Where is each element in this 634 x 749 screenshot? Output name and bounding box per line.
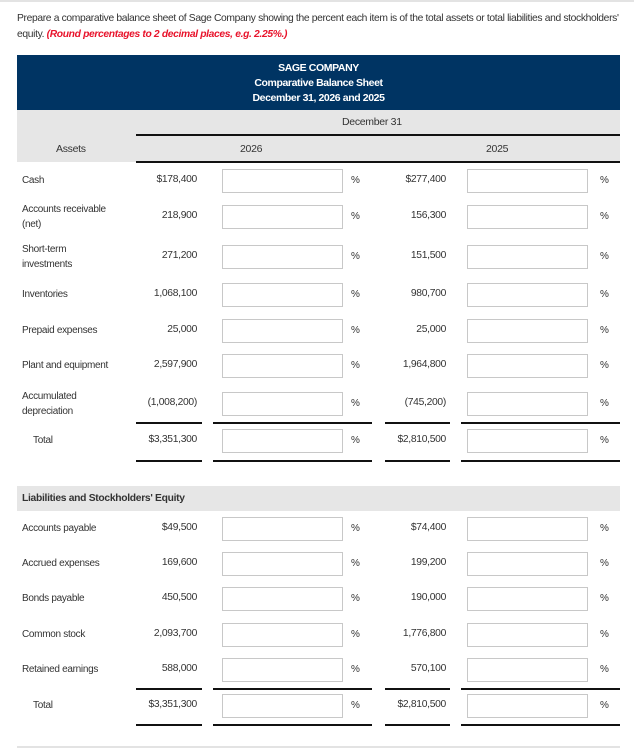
underline <box>385 724 450 726</box>
underline <box>136 460 202 462</box>
underline <box>461 724 620 726</box>
amount-2026: 2,597,900 <box>153 359 197 370</box>
row-label: Total <box>33 700 53 711</box>
percent-input-2026[interactable] <box>222 169 343 193</box>
row-label: Prepaid expenses <box>22 325 98 336</box>
statement-title: Comparative Balance Sheet <box>254 77 383 89</box>
underline <box>213 422 372 424</box>
percent-input-2026[interactable] <box>222 354 343 378</box>
percent-sign: % <box>600 175 609 186</box>
amount-2025: 199,200 <box>410 557 446 568</box>
percent-input-2025[interactable] <box>467 552 588 576</box>
percent-sign: % <box>351 523 360 534</box>
amount-2026: 169,600 <box>161 557 197 568</box>
amount-2026: $178,400 <box>156 174 197 185</box>
percent-sign: % <box>600 523 609 534</box>
percent-input-2026[interactable] <box>222 694 343 718</box>
table-row <box>0 514 634 544</box>
table-row <box>0 242 634 272</box>
percent-sign: % <box>600 435 609 446</box>
amount-2025: 1,964,800 <box>402 359 446 370</box>
percent-input-2026[interactable] <box>222 283 343 307</box>
divider <box>0 0 634 2</box>
percent-input-2025[interactable] <box>467 205 588 229</box>
percent-input-2025[interactable] <box>467 694 588 718</box>
row-label: Bonds payable <box>22 593 85 604</box>
row-label: Accounts receivable (net) <box>22 204 106 230</box>
underline <box>213 460 372 462</box>
underline <box>461 688 620 690</box>
amount-2025: $74,400 <box>410 522 446 533</box>
percent-input-2026[interactable] <box>222 245 343 269</box>
underline <box>385 460 450 462</box>
year-2026-heading: 2026 <box>240 143 263 155</box>
percent-input-2026[interactable] <box>222 658 343 682</box>
amount-2025: 1,776,800 <box>402 628 446 639</box>
amount-2026: 1,068,100 <box>153 288 197 299</box>
amount-2026: $3,351,300 <box>148 699 197 710</box>
percent-input-2026[interactable] <box>222 552 343 576</box>
column-group-label: December 31 <box>342 116 402 128</box>
percent-sign: % <box>351 700 360 711</box>
table-row <box>0 316 634 346</box>
percent-input-2025[interactable] <box>467 658 588 682</box>
percent-input-2025[interactable] <box>467 623 588 647</box>
table-row <box>0 620 634 650</box>
amount-2026: 2,093,700 <box>153 628 197 639</box>
underline <box>461 422 620 424</box>
table-row <box>0 351 634 381</box>
underline <box>213 688 372 690</box>
row-label: Accrued expenses <box>22 558 100 569</box>
underline <box>385 422 450 424</box>
amount-2026: 25,000 <box>167 324 197 335</box>
percent-sign: % <box>600 211 609 222</box>
percent-sign: % <box>351 211 360 222</box>
percent-input-2026[interactable] <box>222 517 343 541</box>
statement-header <box>17 55 620 110</box>
underline <box>213 724 372 726</box>
underline <box>136 724 202 726</box>
percent-input-2025[interactable] <box>467 283 588 307</box>
row-label: Cash <box>22 175 45 186</box>
instructions-text: Prepare a comparative balance sheet of Sage Company showing the percent each item is of the total assets or total liabilities and stockholders' equity. <box>17 13 619 40</box>
percent-sign: % <box>351 251 360 262</box>
amount-2025: 156,300 <box>410 210 446 221</box>
percent-input-2025[interactable] <box>467 319 588 343</box>
row-label: Accumulated depreciation <box>22 391 77 417</box>
liabilities-heading: Liabilities and Stockholders' Equity <box>17 486 620 511</box>
table-row <box>0 389 634 419</box>
amount-2025: $277,400 <box>405 174 446 185</box>
percent-sign: % <box>351 289 360 300</box>
underline <box>461 460 620 462</box>
table-row <box>0 584 634 614</box>
underline <box>136 422 202 424</box>
amount-2025: (745,200) <box>404 397 446 408</box>
table-row <box>0 549 634 579</box>
amount-2026: 588,000 <box>161 663 197 674</box>
percent-input-2025[interactable] <box>467 429 588 453</box>
row-label: Inventories <box>22 289 68 300</box>
assets-heading: Assets <box>56 143 86 155</box>
underline <box>385 688 450 690</box>
percent-sign: % <box>600 700 609 711</box>
percent-sign: % <box>600 629 609 640</box>
amount-2025: 151,500 <box>410 250 446 261</box>
table-row <box>0 166 634 196</box>
rounding-hint: (Round percentages to 2 decimal places, e.g. 2.25%.) <box>46 29 288 40</box>
percent-sign: % <box>351 325 360 336</box>
percent-input-2025[interactable] <box>467 517 588 541</box>
percent-input-2026[interactable] <box>222 623 343 647</box>
percent-input-2026[interactable] <box>222 205 343 229</box>
percent-input-2025[interactable] <box>467 587 588 611</box>
percent-sign: % <box>351 629 360 640</box>
percent-input-2025[interactable] <box>467 169 588 193</box>
amount-2026: $3,351,300 <box>148 434 197 445</box>
amount-2025: 570,100 <box>410 663 446 674</box>
amount-2025: $2,810,500 <box>397 434 446 445</box>
percent-input-2025[interactable] <box>467 245 588 269</box>
percent-input-2025[interactable] <box>467 354 588 378</box>
percent-input-2026[interactable] <box>222 319 343 343</box>
row-label: Accounts payable <box>22 523 97 534</box>
percent-sign: % <box>351 558 360 569</box>
underline <box>136 688 202 690</box>
amount-2026: (1,008,200) <box>147 397 197 408</box>
percent-input-2026[interactable] <box>222 429 343 453</box>
year-2025-heading: 2025 <box>486 143 509 155</box>
percent-sign: % <box>351 664 360 675</box>
divider <box>136 161 620 163</box>
percent-input-2026[interactable] <box>222 587 343 611</box>
percent-sign: % <box>600 251 609 262</box>
divider <box>136 134 620 136</box>
amount-2025: $2,810,500 <box>397 699 446 710</box>
amount-2025: 25,000 <box>416 324 446 335</box>
instructions <box>17 11 622 43</box>
table-row <box>0 655 634 685</box>
amount-2026: 450,500 <box>161 592 197 603</box>
table-row <box>0 691 634 721</box>
percent-sign: % <box>600 664 609 675</box>
percent-sign: % <box>351 175 360 186</box>
column-header <box>17 110 620 162</box>
statement-period: December 31, 2026 and 2025 <box>252 92 385 104</box>
percent-sign: % <box>351 360 360 371</box>
table-row <box>0 426 634 456</box>
table-row <box>0 202 634 232</box>
percent-input-2026[interactable] <box>222 392 343 416</box>
amount-2025: 980,700 <box>410 288 446 299</box>
amount-2025: 190,000 <box>410 592 446 603</box>
amount-2026: 271,200 <box>161 250 197 261</box>
percent-sign: % <box>600 593 609 604</box>
percent-sign: % <box>600 289 609 300</box>
percent-sign: % <box>351 435 360 446</box>
company-name: SAGE COMPANY <box>278 62 359 74</box>
amount-2026: $49,500 <box>161 522 197 533</box>
percent-sign: % <box>600 325 609 336</box>
row-label: Short-term investments <box>22 244 73 270</box>
row-label: Common stock <box>22 629 86 640</box>
percent-sign: % <box>351 398 360 409</box>
row-label: Total <box>33 435 53 446</box>
amount-2026: 218,900 <box>161 210 197 221</box>
percent-sign: % <box>600 360 609 371</box>
divider <box>17 746 620 748</box>
table-row <box>0 280 634 310</box>
percent-sign: % <box>600 398 609 409</box>
percent-sign: % <box>600 558 609 569</box>
percent-sign: % <box>351 593 360 604</box>
percent-input-2025[interactable] <box>467 392 588 416</box>
row-label: Retained earnings <box>22 664 99 675</box>
row-label: Plant and equipment <box>22 360 109 371</box>
